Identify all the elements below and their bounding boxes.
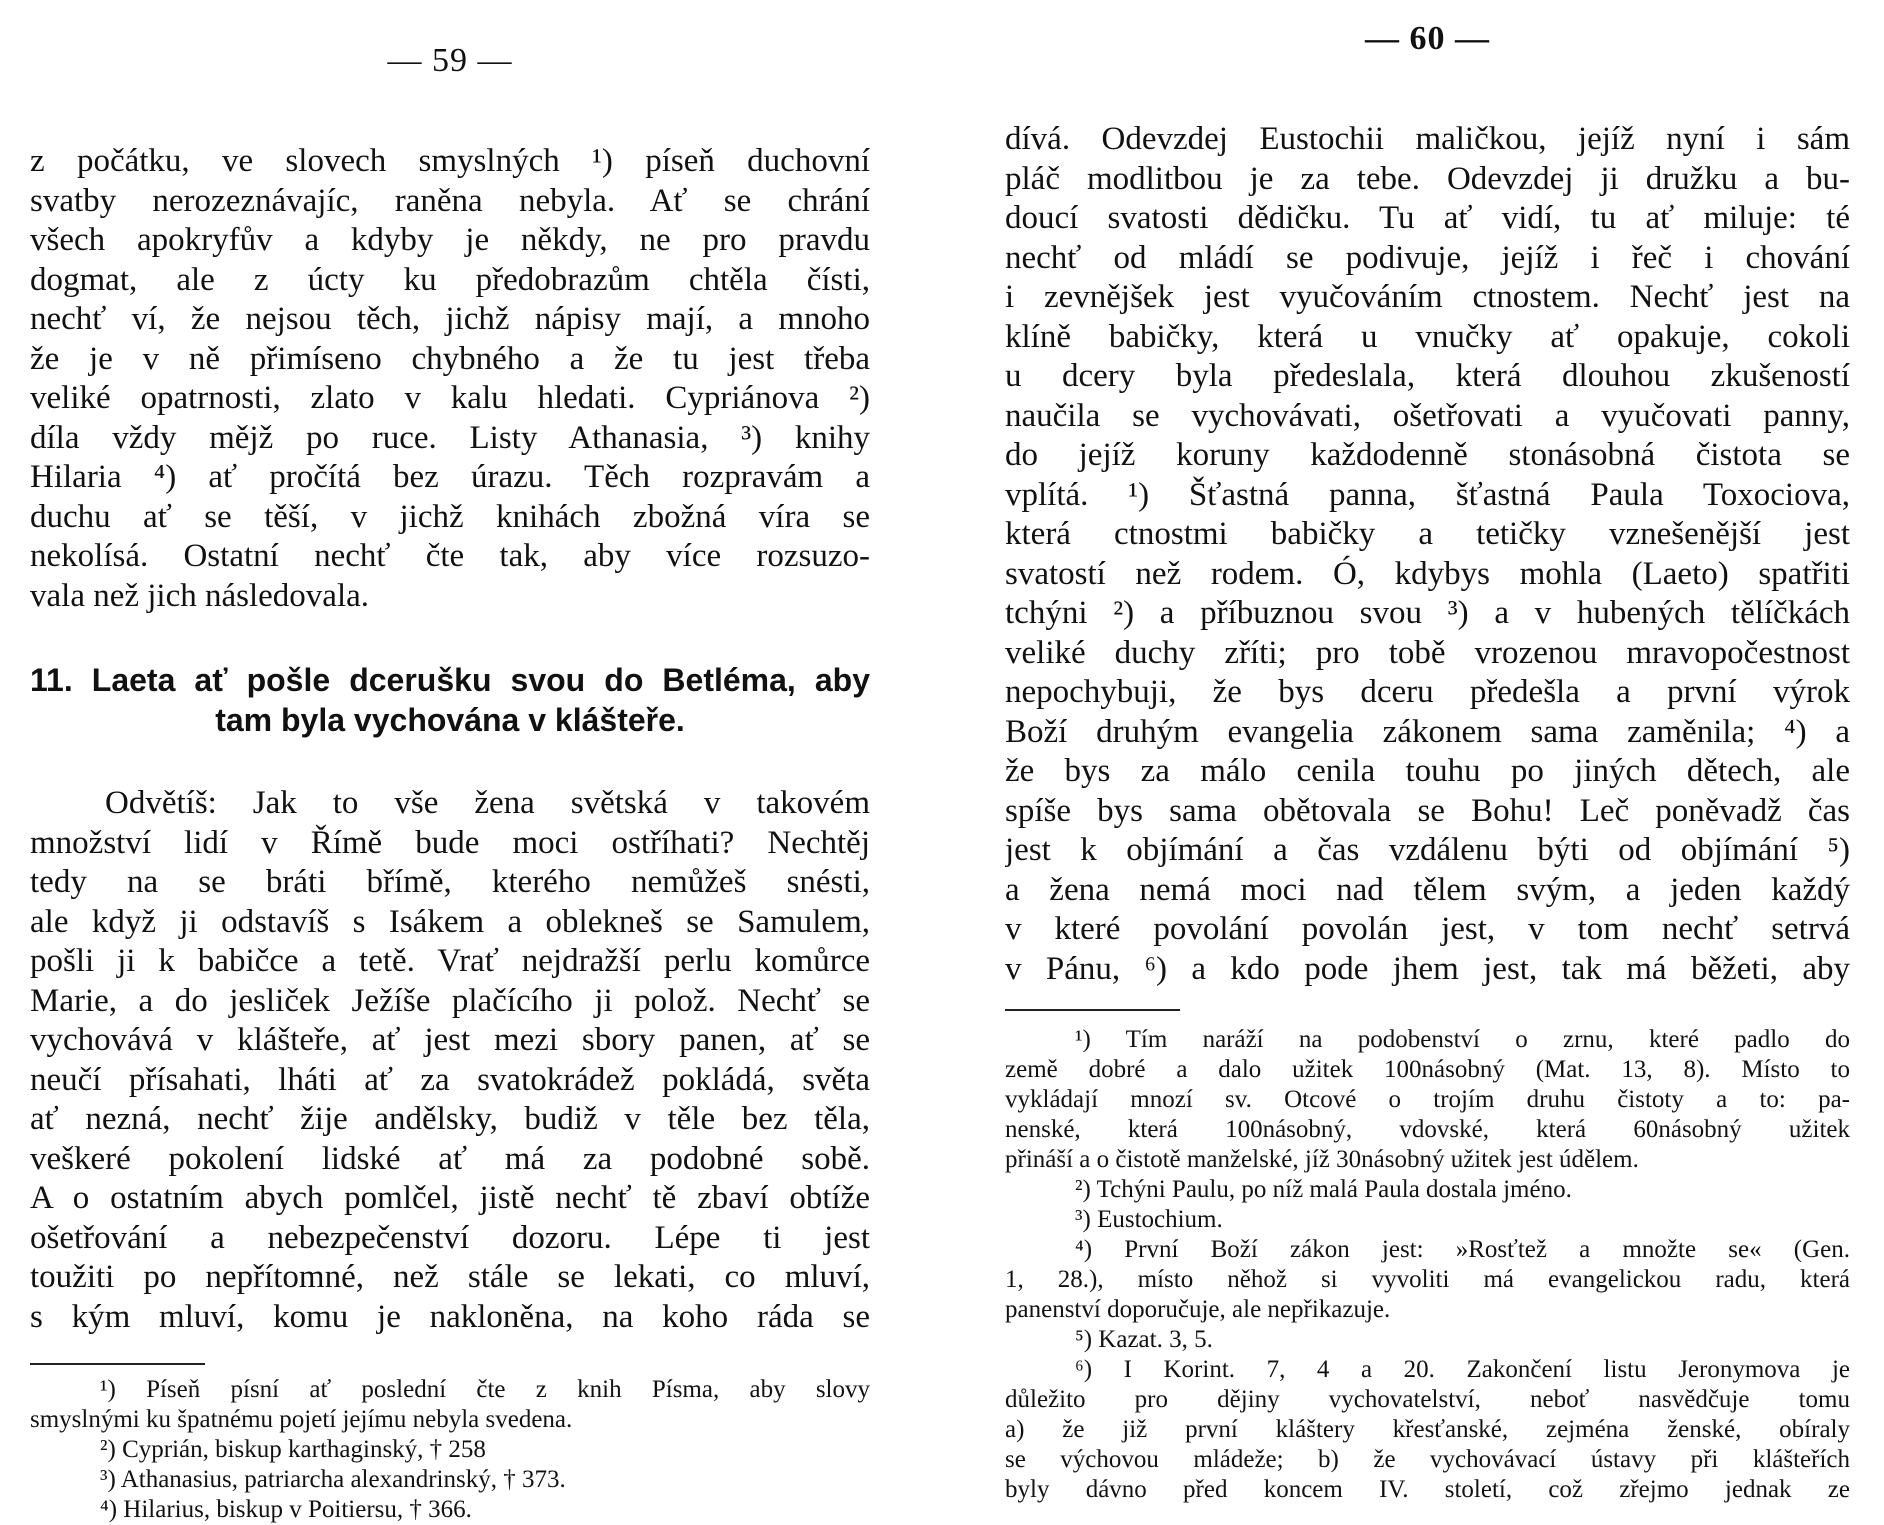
text-line: ošetřování a nebezpečenství dozoru. Lépe ti jest [30,1219,870,1256]
text-line: s kým mluví, komu je nakloněna, na koho ráda se [30,1298,870,1335]
footnote-line: byly dávno před koncem IV. století, což zřejmo jednak ze [1005,1476,1850,1503]
footnote-line: ³) Eustochium. [1075,1206,1223,1233]
section-heading [30,660,870,740]
text-line: nepochybuji, že bys dceru předešla a první výrok [1005,674,1850,710]
footnote-line: ³) Athanasius, patriarcha alexandrinský, † 373. [100,1466,566,1493]
text-line: duchu ať se těší, v jichž knihách zbožná víra se [30,498,870,535]
footnote-line: nenské, která 100násobný, vdovské, která 60násobný užitek [1005,1116,1850,1143]
text-line: klíně babičky, která u vnučky ať opakuje, cokoli [1005,318,1850,355]
footnote-line: ⁴) První Boží zákon jest: »Rosťtež a množte se« (Gen. [1075,1236,1850,1263]
footnote-line: ¹) Píseň písní ať poslední čte z knih Písma, aby slovy [100,1376,870,1403]
text-line: vala než jich následovala. [30,577,370,614]
page-number-60: — 60 — [1365,20,1490,57]
text-line: neučí přísahati, lháti ať za svatokrádež pokládá, světa [30,1061,870,1098]
footnote-line: ⁶) I Korint. 7, 4 a 20. Zakončení listu Jeronymova je [1075,1356,1850,1383]
footnote-line: země dobré a dalo užitek 100násobný (Mat. 13, 8). Místo to [1005,1056,1850,1083]
text-line: jest k objímání a čas vzdálenu býti od objímání ⁵) [1005,832,1850,868]
heading-line: 11. Laeta ať pošle dcerušku svou do Betléma, aby [30,662,870,698]
text-line: ale když ji odstavíš s Isákem a oblekneš se Samulem, [30,903,870,940]
text-line: která ctnostmi babičky a tetičky vznešenější jest [1005,516,1850,552]
paragraph-1 [30,142,870,616]
text-line: u dcery byla předeslala, která dlouhou zkušeností [1005,358,1850,394]
text-line: dogmat, ale z úcty ku předobrazům chtěla čísti, [30,261,870,298]
text-line: vychovává v klášteře, ať jest mezi sbory panen, ať se [30,1022,870,1058]
footnote-line: ²) Cyprián, biskup karthaginský, † 258 [100,1436,486,1463]
footnotes [30,1375,870,1525]
text-line: veškeré pokolení lidské ať má za podobné sobě. [30,1140,870,1177]
text-line: v Pánu, ⁶) a kdo pode jhem jest, tak má běžeti, aby [1005,950,1850,987]
text-line: nekolísá. Ostatní nechť čte tak, aby více rozsuzo- [30,538,870,574]
text-line: v které povolání povolán jest, v tom nechť setrvá [1005,911,1850,947]
footnote-divider [1005,1009,1180,1011]
footnotes [1005,1025,1850,1505]
page-number-59: — 59 — [387,42,513,79]
text-line: Boží druhým evangelia zákonem sama zaměnila; ⁴) a [1005,713,1850,750]
text-line: z počátku, ve slovech smyslných ¹) píseň duchovní [30,143,870,179]
text-line: tedy na se bráti břímě, kterého nemůžeš snésti, [30,864,870,900]
text-line: spíše bys sama obětovala se Bohu! Leč poněvadž čas [1005,792,1850,829]
text-line: doucí svatosti dědičku. Tu ať vidí, tu ať miluje: té [1005,200,1850,236]
text-line: svatostí než rodem. Ó, kdybys mohla (Laeto) spatřiti [1005,555,1850,592]
footnote-line: smyslnými ku špatnému pojetí jejímu nebyla svedena. [30,1406,573,1433]
text-line: dívá. Odevzdej Eustochii maličkou, jejíž nyní i sám [1005,121,1850,157]
text-line: pláč modlitbou je za tebe. Odevzdej ji družku a bu- [1005,160,1850,197]
text-line: a žena nemá moci nad tělem svým, a jeden každý [1005,871,1850,908]
text-line: že je v ně přimíseno chybného a že tu jest třeba [30,340,870,377]
left-page [30,0,870,1523]
footnote-line: ¹) Tím naráží na podobenství o zrnu, které padlo do [1075,1026,1850,1053]
right-page [1005,0,1850,1503]
footnote-line: a) že již první kláštery křesťanské, zejména ženské, obíraly [1005,1416,1850,1443]
footnote-line: ²) Tchýni Paulu, po níž malá Paula dostala jméno. [1075,1176,1572,1203]
footnote-line: důležito pro dějiny vychovatelství, neboť nasvědčuje tomu [1005,1386,1850,1413]
text-line: veliké duchy zříti; pro tobě vrozenou mravopočestnost [1005,634,1850,671]
paragraph-continued [1005,120,1850,989]
footnote-line: vykládají mnozí sv. Otcové o trojím druhu čistoty a to: pa- [1005,1086,1850,1113]
footnote-line: přináší a o čistotě manželské, jíž 30násobný užitek jest údělem. [1005,1146,1639,1173]
paragraph-2 [30,784,870,1337]
footnote-line: ⁴) Hilarius, biskup v Poitiersu, † 366. [100,1496,472,1523]
text-line: nechť od mládí se podivuje, jejíž i řeč i chování [1005,239,1850,276]
text-line: tchýni ²) a příbuznou svou ³) a v hubených tělíčkách [1005,595,1850,631]
footnote-line: se výchovou mládeže; b) že vychovávací ústavy při klášteřích [1005,1446,1850,1473]
text-line: Odvětíš: Jak to vše žena světská v takovém [105,785,870,821]
text-line: Marie, a do jesliček Ježíše plačícího ji polož. Nechť se [30,982,870,1019]
text-line: vplítá. ¹) Šťastná panna, šťastná Paula Toxociova, [1005,476,1850,513]
text-line: i zevnějšek jest vyučováním ctnostem. Nechť jest na [1005,279,1850,315]
text-line: do jejíž koruny každodenně stonásobná čistota se [1005,437,1850,473]
text-line: všech apokryfův a kdyby je někdy, ne pro pravdu [30,222,870,258]
text-line: A o ostatním abych pomlčel, jistě nechť tě zbaví obtíže [30,1180,870,1216]
text-line: naučila se vychovávati, ošetřovati a vyučovati panny, [1005,397,1850,434]
text-line: toužiti po nepřítomné, než stále se lekati, co mluví, [30,1259,870,1295]
text-line: pošli ji k babičce a tetě. Vrať nejdražší perlu komůrce [30,943,870,979]
text-line: veliké opatrnosti, zlato v kalu hledati. Cypriánova ²) [30,380,870,416]
text-line: nechť ví, že nejsou těch, jichž nápisy mají, a mnoho [30,301,870,337]
footnote-divider [30,1363,205,1365]
text-line: díla vždy mějž po ruce. Listy Athanasia, ³) knihy [30,419,870,456]
text-line: Hilaria ⁴) ať pročítá bez úrazu. Těch rozpravám a [30,459,870,495]
footnote-line: ⁵) Kazat. 3, 5. [1075,1326,1213,1353]
heading-line: tam byla vychována v klášteře. [215,702,685,738]
text-line: že bys za málo cenila touhu po jiných dětech, ale [1005,753,1850,789]
footnote-line: 1, 28.), místo něhož si vyvoliti má evangelickou radu, která [1005,1266,1850,1293]
text-line: množství lidí v Římě bude moci ostříhati? Nechtěj [30,824,870,861]
footnote-line: panenství doporučuje, ale nepřikazuje. [1005,1296,1391,1323]
text-line: ať nezná, nechť žije andělsky, budiž v těle bez těla, [30,1101,870,1137]
text-line: svatby nerozeznávajíc, raněna nebyla. Ať se chrání [30,182,870,219]
